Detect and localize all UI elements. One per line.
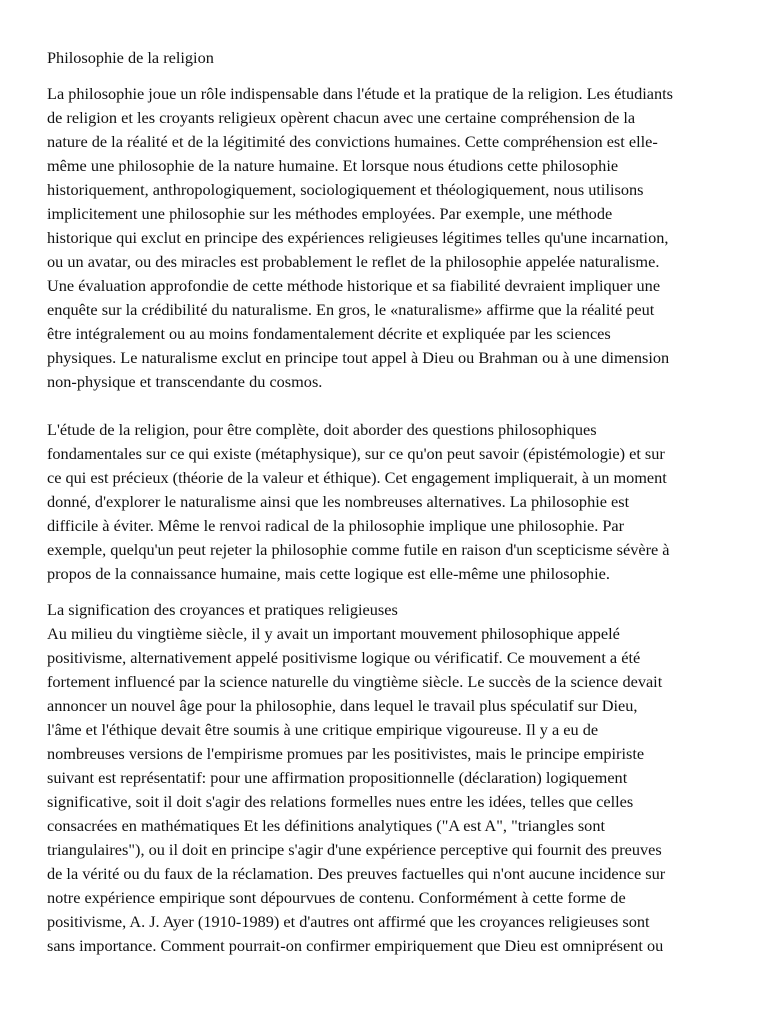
document-title: Philosophie de la religion	[47, 48, 214, 67]
paragraph-positivism: Au milieu du vingtième siècle, il y avait un important mouvement philosophique appelé positivisme, alternativement appelé positivisme logique ou vérificatif. Ce mouvement a été fortement influencé par la science naturelle du vingtième siècle. Le succès de la science devait annoncer un nouvel âge pour la philosophie, dans lequel le travail plus spéculatif sur Dieu, l'âme et l'éthique devait être soumis à une critique empirique vigoureuse. Il y a eu de nombreuses versions de l'empirisme promues par les positivistes, mais le principe empiriste suivant est représentatif: pour une affirmation propositionnelle (déclaration) logiquement significative, soit il doit s'agir des relations formelles nues entre les idées, telles que celles consacrées en mathématiques Et les définitions analytiques ("A est A", "triangles sont triangulaires"), ou il doit en principe s'agir d'une expérience perceptive qui fournit des preuves de la vérité ou du faux de la réclamation. Des preuves factuelles qui n'ont aucune incidence sur notre expérience empirique sont dépourvues de contenu. Conformément à cette forme de positivisme, A. J. Ayer (1910-1989) et d'autres ont affirmé que les croyances religieuses sont sans importance. Comment pourrait-on confirmer empiriquement que Dieu est omniprésent ou	[47, 624, 666, 955]
document-page	[47, 46, 727, 958]
paragraph-intro: La philosophie joue un rôle indispensable dans l'étude et la pratique de la religion. Les étudiants de religion et les croyants religieux opèrent chacun avec une certaine compréhension de la nature de la réalité et de la légitimité des convictions humaines. Cette compréhension est elle- même une philosophie de la nature humaine. Et lorsque nous étudions cette philosophie historiquement, anthropologiquement, sociologiquement et théologiquement, nous utilisons implicitement une philosophie sur les méthodes employées. Par exemple, une méthode historique qui exclut en principe des expériences religieuses légitimes telles qu'une incarnation, ou un avatar, ou des miracles est probablement le reflet de la philosophie appelée naturalisme. Une évaluation approfondie de cette méthode historique et sa fiabilité devraient impliquer une enquête sur la crédibilité du naturalisme. En gros, le «naturalisme» affirme que la réalité peut être intégralement ou au moins fondamentalement décrite et expliquée par les sciences physiques. Le naturalisme exclut en principe tout appel à Dieu ou Brahman ou à une dimension non-physique et transcendante du cosmos.	[47, 84, 673, 391]
paragraph-spacer	[47, 394, 727, 418]
section-spacer	[47, 586, 727, 598]
paragraph-study: L'étude de la religion, pour être complète, doit aborder des questions philosophiques fondamentales sur ce qui existe (métaphysique), sur ce qu'on peut savoir (épistémologie) et sur ce qui est précieux (théorie de la valeur et éthique). Cet engagement impliquerait, à un moment donné, d'explorer le naturalisme ainsi que les nombreuses alternatives. La philosophie est difficile à éviter. Même le renvoi radical de la philosophie implique une philosophie. Par exemple, quelqu'un peut rejeter la philosophie comme futile en raison d'un scepticisme sévère à propos de la connaissance humaine, mais cette logique est elle-même une philosophie.	[47, 420, 670, 583]
section-heading: La signification des croyances et pratiques religieuses	[47, 600, 398, 619]
